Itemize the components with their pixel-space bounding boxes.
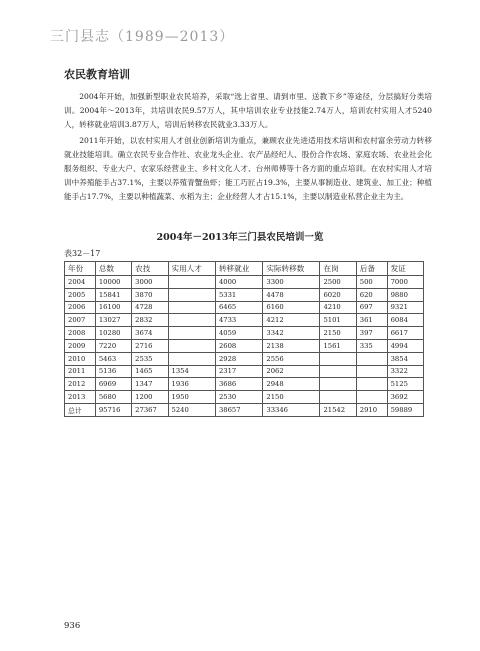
table-cell: 335 [356,339,387,352]
table-cell: 4059 [215,327,262,340]
page-number: 936 [64,621,81,631]
table-cell: 3692 [387,391,423,404]
table-cell: 1200 [132,391,168,404]
column-header: 总数 [95,262,131,276]
table-row [65,276,424,289]
table-cell: 33346 [263,403,320,416]
table-cell: 6617 [387,327,423,340]
table-row [65,352,424,365]
table-row [65,288,424,301]
table-total-row [65,403,424,416]
table-cell: 4212 [263,314,320,327]
table-cell: 620 [356,288,387,301]
table-cell: 21542 [320,403,356,416]
table-cell: 2150 [320,327,356,340]
table-row [65,378,424,391]
table-body [65,276,424,417]
table-cell: 2530 [215,391,262,404]
table-cell [320,391,356,404]
running-head: 三门县志（1989—2013） [50,29,235,45]
table-cell: 2062 [263,365,320,378]
table-cell: 59889 [387,403,423,416]
column-header: 实际转移数 [263,262,320,276]
table-cell [168,276,215,289]
table-cell: 7000 [387,276,423,289]
table-cell [168,288,215,301]
table-cell: 38657 [215,403,262,416]
table-cell [356,391,387,404]
table-cell: 10000 [95,276,131,289]
table-cell: 9880 [387,288,423,301]
table-cell: 5463 [95,352,131,365]
table-cell: 2556 [263,352,320,365]
table-cell: 2716 [132,339,168,352]
table-cell: 7220 [95,339,131,352]
table-cell: 4994 [387,339,423,352]
column-header: 后备 [356,262,387,276]
table-cell: 2138 [263,339,320,352]
table-cell: 2009 [65,339,96,352]
table-cell: 500 [356,276,387,289]
table-cell: 2317 [215,365,262,378]
table-cell: 1354 [168,365,215,378]
table-cell: 4210 [320,301,356,314]
table-cell: 6084 [387,314,423,327]
table-cell: 2008 [65,327,96,340]
table-cell: 2006 [65,301,96,314]
table-cell: 3686 [215,378,262,391]
table-cell: 2011 [65,365,96,378]
table-header-row [65,262,424,276]
table-cell: 4478 [263,288,320,301]
table-cell: 4733 [215,314,262,327]
table-cell: 2832 [132,314,168,327]
table-cell: 361 [356,314,387,327]
table-cell: 16100 [95,301,131,314]
table-cell: 3870 [132,288,168,301]
column-header: 转移就业 [215,262,262,276]
table-row [65,339,424,352]
table-cell: 2004 [65,276,96,289]
table-cell: 3300 [263,276,320,289]
table-cell: 1561 [320,339,356,352]
table-cell [168,339,215,352]
paragraph: 2004年开始，加强新型职业农民培养，采取“选上省里、请到市里、送教下乡”等途径，分层搞好分类培训。2004年～2013年，共培训农民9.57万人，其中培训农业专业技能2.74万人，培训农村实用人才5240人，转移就业培训3.87万人，培训后转移农民就业3.33万人。 [64,92,432,129]
table-cell: 2535 [132,352,168,365]
table-cell [168,352,215,365]
column-header: 发证 [387,262,423,276]
table-cell [168,327,215,340]
table-cell: 3342 [263,327,320,340]
table-cell: 5136 [95,365,131,378]
table-cell: 2948 [263,378,320,391]
table-cell: 6969 [95,378,131,391]
table-cell [320,365,356,378]
table-cell: 2150 [263,391,320,404]
table-cell [168,314,215,327]
table-row [65,314,424,327]
table-cell: 1465 [132,365,168,378]
column-header: 在岗 [320,262,356,276]
table-cell: 2910 [356,403,387,416]
table-cell: 697 [356,301,387,314]
table-cell: 5240 [168,403,215,416]
training-table [64,261,424,417]
table-cell: 1950 [168,391,215,404]
table-cell [320,378,356,391]
section-title: 农民教育培训 [64,68,130,81]
table-cell: 1347 [132,378,168,391]
table-cell [356,352,387,365]
table-row [65,327,424,340]
table-cell: 5125 [387,378,423,391]
table-cell: 总计 [65,403,96,416]
table-cell: 2007 [65,314,96,327]
table-cell: 3322 [387,365,423,378]
column-header: 农技 [132,262,168,276]
table-cell [356,365,387,378]
table-cell: 3854 [387,352,423,365]
table-cell: 2928 [215,352,262,365]
table-cell: 2608 [215,339,262,352]
table-cell: 6465 [215,301,262,314]
table-cell: 5680 [95,391,131,404]
table-cell: 2005 [65,288,96,301]
table-cell: 13027 [95,314,131,327]
table-row [65,301,424,314]
table-row [65,365,424,378]
column-header: 实用人才 [168,262,215,276]
table-cell [356,378,387,391]
table-cell: 5331 [215,288,262,301]
table-title: 2004年－2013年三门县农民培训一览 [156,232,324,243]
table-cell: 4000 [215,276,262,289]
table-number: 表32－17 [64,249,101,258]
table-cell [320,352,356,365]
table-cell: 4728 [132,301,168,314]
table-cell: 6020 [320,288,356,301]
section-body [64,66,432,206]
table-cell: 1936 [168,378,215,391]
table-cell: 9321 [387,301,423,314]
table-cell: 3674 [132,327,168,340]
table-cell: 2500 [320,276,356,289]
table-cell [168,301,215,314]
table-cell: 15841 [95,288,131,301]
table-cell: 397 [356,327,387,340]
table-cell: 5101 [320,314,356,327]
table-cell: 2010 [65,352,96,365]
table-cell: 95716 [95,403,131,416]
column-header: 年份 [65,262,96,276]
table-cell: 2012 [65,378,96,391]
table-cell: 10280 [95,327,131,340]
paragraph: 2011年开始，以农村实用人才创业创新培训为重点，兼顾农业先进适用技术培训和农村富余劳动力转移就业技能培训。确立农民专业合作社、农业龙头企业、农产品经纪人、股份合作农场、家庭农场、农业社会化服务组织、专业大户、农家乐经营业主、乡村文化人才、台州师傅等十各方面的重点培训。在农村实用人才培训中养殖能手占37.1%，主要以养殖青蟹鱼虾；能工巧匠占19.3%，主要从事制造业、建筑业、加工业；种植能手占17.7%，主要以种植蔬菜、水稻为主；企业经营人才占15.1%，主要以制造业私营企业主为主。 [64,136,432,201]
table-cell: 27367 [132,403,168,416]
table-cell: 3000 [132,276,168,289]
table-cell: 6160 [263,301,320,314]
table-row [65,391,424,404]
table-cell: 2013 [65,391,96,404]
